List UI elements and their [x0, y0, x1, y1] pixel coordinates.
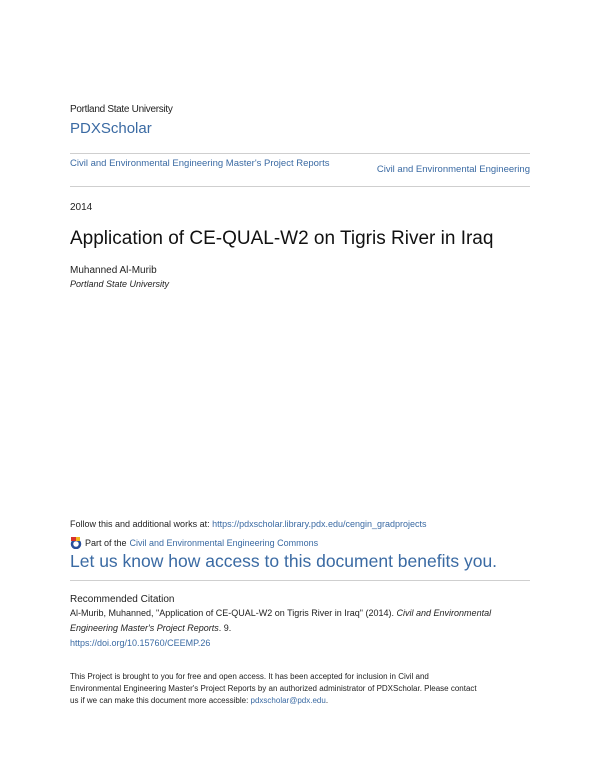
divider: [70, 186, 530, 187]
repository-name[interactable]: PDXScholar: [70, 120, 152, 137]
divider: [70, 153, 530, 154]
access-statement: This Project is brought to you for free and open access. It has been accepted for inclusion in Civil and Environmental Engineering Master's Project Reports by an authorized administrator of PDXScholar. Please contact us if we can make this document more accessible: pdxscholar@pdx.edu.: [70, 672, 477, 705]
citation-heading: Recommended Citation: [70, 594, 175, 605]
commons-link[interactable]: Civil and Environmental Engineering Commons: [129, 538, 319, 548]
author-affiliation: Portland State University: [70, 279, 170, 289]
follow-url-link[interactable]: https://pdxscholar.library.pdx.edu/cengin_gradprojects: [212, 519, 427, 529]
network-commons-icon: [70, 537, 82, 549]
feedback-link[interactable]: Let us know how access to this document benefits you.: [70, 551, 498, 571]
citation-text: Al-Murib, Muhanned, "Application of CE-QUAL-W2 on Tigris River in Iraq" (2014). Civil and Environmental Engineering Master's Project Reports. 9. https://doi.org/10.15760/CEEMP.26: [70, 608, 492, 648]
follow-line: Follow this and additional works at: https://pdxscholar.library.pdx.edu/cengin_gradprojects: [70, 519, 427, 529]
contact-email-link[interactable]: pdxscholar@pdx.edu: [250, 696, 326, 705]
document-title: Application of CE-QUAL-W2 on Tigris River in Iraq: [70, 228, 494, 249]
divider: [70, 580, 530, 581]
part-of-line: Part of the Civil and Environmental Engineering Commons: [70, 537, 318, 549]
collection-link-right[interactable]: Civil and Environmental Engineering: [376, 164, 530, 175]
author-name: Muhanned Al-Murib: [70, 265, 157, 276]
collection-link-left[interactable]: Civil and Environmental Engineering Master's Project Reports: [70, 158, 330, 169]
doi-link[interactable]: https://doi.org/10.15760/CEEMP.26: [70, 638, 211, 648]
publication-year: 2014: [70, 202, 93, 213]
institution-name: Portland State University: [70, 104, 173, 115]
